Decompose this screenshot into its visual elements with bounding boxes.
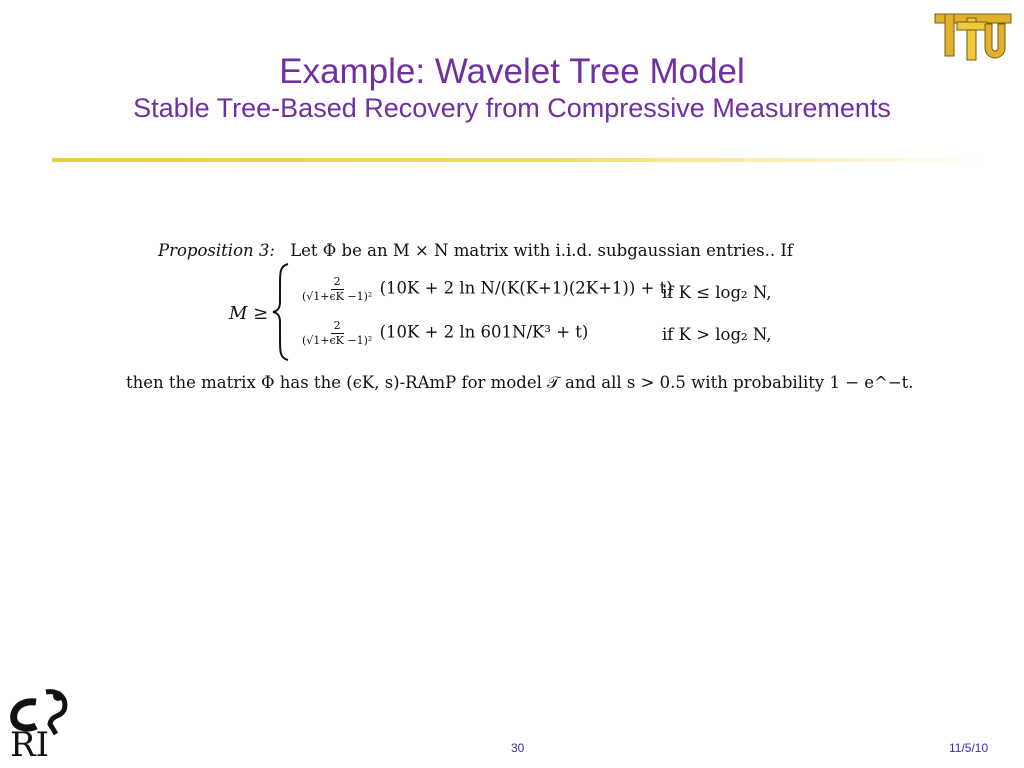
case-1-fraction — [302, 276, 372, 302]
case-1-formula — [300, 276, 673, 302]
case-2-condition: if K > log₂ N, — [662, 325, 772, 344]
slide-title: Example: Wavelet Tree Model — [279, 52, 745, 91]
title-block — [40, 52, 984, 124]
case-1-denominator: (√1+ϵK −1)² — [302, 289, 373, 303]
case-1-expression: (10K + 2 ln N/(K(K+1)(2K+1)) + t) — [379, 278, 673, 298]
inequality-lhs: M ≥ — [229, 303, 269, 324]
slide-date: 11/5/10 — [949, 741, 989, 755]
cases-brace — [270, 262, 292, 362]
page-number: 30 — [511, 741, 525, 755]
case-2-denominator: (√1+ϵK −1)² — [302, 333, 373, 347]
case-1-condition: if K ≤ log₂ N, — [662, 283, 772, 302]
case-1-numerator: 2 — [331, 276, 344, 290]
title-divider — [52, 158, 982, 162]
case-2-formula — [300, 320, 588, 346]
proposition-statement — [158, 241, 793, 260]
case-2-expression: (10K + 2 ln 601N/K³ + t) — [379, 322, 589, 342]
proposition-label: Proposition 3: — [158, 241, 275, 260]
svg-text:RI: RI — [10, 725, 50, 760]
cri-logo — [6, 688, 76, 760]
proposition-text: Let Φ be an M × N matrix with i.i.d. subgaussian entries.. If — [290, 241, 793, 260]
case-2-numerator: 2 — [331, 320, 344, 334]
proposition-conclusion: then the matrix Φ has the (ϵK, s)-RAmP for model 𝒯 and all s > 0.5 with probability 1 − e^−t. — [126, 373, 914, 392]
case-2-fraction — [302, 320, 372, 346]
slide-subtitle: Stable Tree-Based Recovery from Compressive Measurements — [133, 93, 891, 124]
